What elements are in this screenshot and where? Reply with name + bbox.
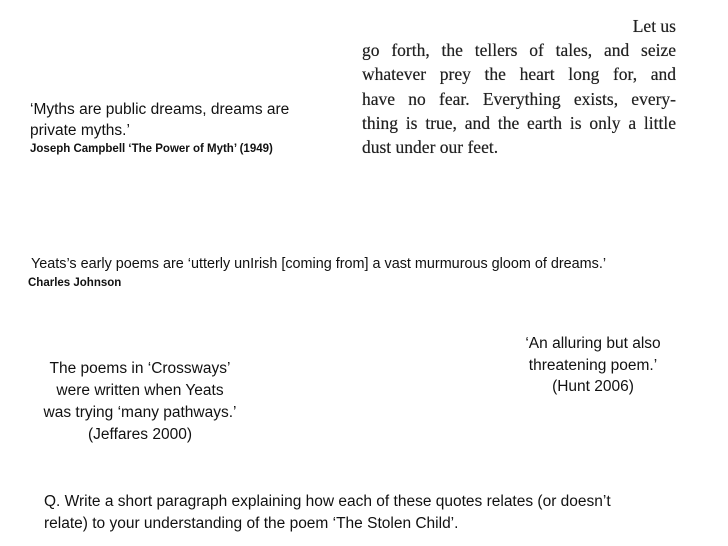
campbell-attribution: Joseph Campbell ‘The Power of Myth’ (1949) xyxy=(30,143,273,155)
excerpt-line: thing is true, and the earth is only a little xyxy=(362,112,676,133)
yeats-scanned-excerpt xyxy=(362,14,676,159)
hunt-quote: ‘An alluring but also threatening poem.’ (Hunt 2006) xyxy=(525,335,661,395)
task-question: Q. Write a short paragraph explaining how each of these quotes relates (or doesn’t relate) to your understanding of the poem ‘The Stolen Child’. xyxy=(44,493,611,532)
jeffares-quote: The poems in ‘Crossways’ were written when Yeats was trying ‘many pathways.’ (Jeffares 2000) xyxy=(43,360,237,443)
campbell-quote: ‘Myths are public dreams, dreams are private myths.’ xyxy=(30,101,290,139)
excerpt-line: have no fear. Everything exists, every- xyxy=(362,88,676,109)
excerpt-line: Let us xyxy=(632,16,676,36)
johnson-quote: Yeats’s early poems are ‘utterly unIrish [coming from] a vast murmurous gloom of dreams.’ xyxy=(31,256,607,272)
campbell-quote-block xyxy=(30,99,330,157)
johnson-quote-block xyxy=(28,254,721,292)
johnson-attribution: Charles Johnson xyxy=(28,277,122,289)
excerpt-line: go forth, the tellers of tales, and seize xyxy=(362,40,676,61)
excerpt-line: whatever prey the heart long for, and xyxy=(362,64,676,85)
excerpt-line: dust under our feet. xyxy=(362,137,499,158)
